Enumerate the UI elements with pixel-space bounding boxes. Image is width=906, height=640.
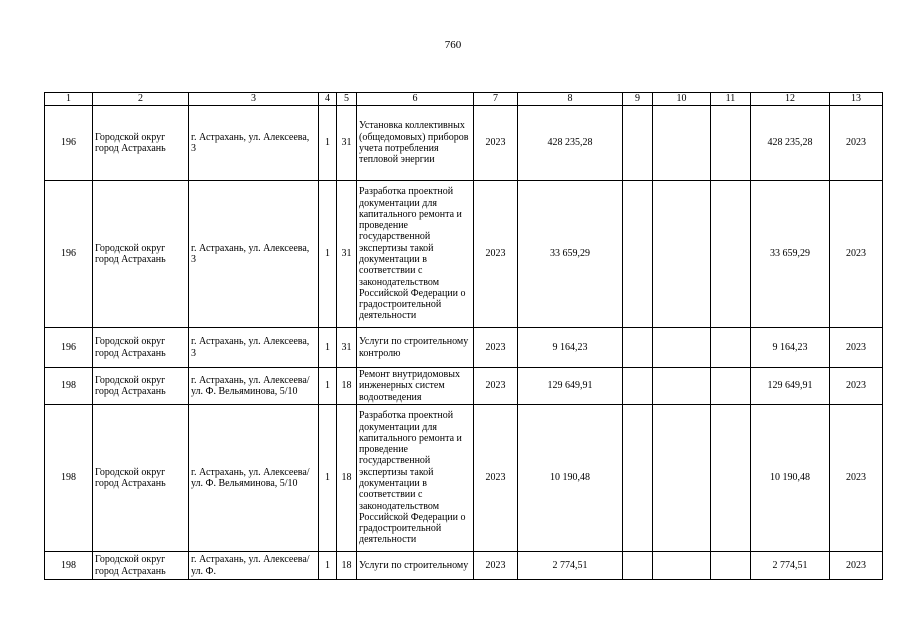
col5-cell: 18 (337, 368, 357, 405)
header-cell: 4 (319, 93, 337, 106)
work-type-cell: Разработка проектной документации для капитального ремонта и проведение государственной экспертизы такой документации в соответствии с законодательством Российской Федерации о градостроительной деятельности (357, 181, 474, 328)
year-cell: 2023 (474, 181, 518, 328)
header-cell: 2 (93, 93, 189, 106)
fund-cost-cell: 33 659,29 (751, 181, 830, 328)
completion-year-cell: 2023 (830, 405, 883, 552)
municipality-cell: Городской округ город Астрахань (93, 405, 189, 552)
header-cell: 13 (830, 93, 883, 106)
fund-cost-cell: 129 649,91 (751, 368, 830, 405)
address-cell: г. Астрахань, ул. Алексеева, 3 (189, 106, 319, 181)
header-cell: 7 (474, 93, 518, 106)
address-cell: г. Астрахань, ул. Алексеева/ ул. Ф. Вельяминова, 5/10 (189, 405, 319, 552)
col4-cell: 1 (319, 106, 337, 181)
municipality-cell: Городской округ город Астрахань (93, 368, 189, 405)
header-cell: 8 (518, 93, 623, 106)
row-number: 198 (45, 405, 93, 552)
fund-cost-cell: 10 190,48 (751, 405, 830, 552)
address-cell: г. Астрахань, ул. Алексеева, 3 (189, 181, 319, 328)
col11-cell (711, 552, 751, 580)
header-cell: 1 (45, 93, 93, 106)
col11-cell (711, 328, 751, 368)
row-number: 196 (45, 328, 93, 368)
col4-cell: 1 (319, 405, 337, 552)
col9-cell (623, 552, 653, 580)
col5-cell: 31 (337, 106, 357, 181)
header-cell: 11 (711, 93, 751, 106)
address-cell: г. Астрахань, ул. Алексеева/ ул. Ф. (189, 552, 319, 580)
work-type-cell: Разработка проектной документации для капитального ремонта и проведение государственной экспертизы такой документации в соответствии с законодательством Российской Федерации о градостроительной деятельности (357, 405, 474, 552)
col11-cell (711, 368, 751, 405)
repair-program-table (44, 92, 883, 580)
total-cost-cell: 2 774,51 (518, 552, 623, 580)
header-cell: 12 (751, 93, 830, 106)
table-row (45, 405, 883, 552)
work-type-cell: Услуги по строительному (357, 552, 474, 580)
col9-cell (623, 181, 653, 328)
row-number: 198 (45, 552, 93, 580)
row-number: 198 (45, 368, 93, 405)
row-number: 196 (45, 181, 93, 328)
col5-cell: 18 (337, 405, 357, 552)
year-cell: 2023 (474, 552, 518, 580)
table-row (45, 552, 883, 580)
completion-year-cell: 2023 (830, 368, 883, 405)
fund-cost-cell: 2 774,51 (751, 552, 830, 580)
total-cost-cell: 428 235,28 (518, 106, 623, 181)
col10-cell (653, 181, 711, 328)
col10-cell (653, 552, 711, 580)
year-cell: 2023 (474, 328, 518, 368)
col4-cell: 1 (319, 328, 337, 368)
row-number: 196 (45, 106, 93, 181)
address-cell: г. Астрахань, ул. Алексеева, 3 (189, 328, 319, 368)
col4-cell: 1 (319, 181, 337, 328)
col10-cell (653, 106, 711, 181)
col11-cell (711, 181, 751, 328)
completion-year-cell: 2023 (830, 181, 883, 328)
col4-cell: 1 (319, 552, 337, 580)
col5-cell: 18 (337, 552, 357, 580)
completion-year-cell: 2023 (830, 106, 883, 181)
fund-cost-cell: 428 235,28 (751, 106, 830, 181)
municipality-cell: Городской округ город Астрахань (93, 552, 189, 580)
address-cell: г. Астрахань, ул. Алексеева/ ул. Ф. Вельяминова, 5/10 (189, 368, 319, 405)
col10-cell (653, 405, 711, 552)
municipality-cell: Городской округ город Астрахань (93, 181, 189, 328)
work-type-cell: Установка коллективных (общедомовых) приборов учета потребления тепловой энергии (357, 106, 474, 181)
table-row (45, 181, 883, 328)
col9-cell (623, 328, 653, 368)
total-cost-cell: 129 649,91 (518, 368, 623, 405)
year-cell: 2023 (474, 368, 518, 405)
header-cell: 6 (357, 93, 474, 106)
work-type-cell: Услуги по строительному контролю (357, 328, 474, 368)
column-number-row (45, 93, 883, 106)
table-row (45, 368, 883, 405)
col9-cell (623, 405, 653, 552)
completion-year-cell: 2023 (830, 552, 883, 580)
total-cost-cell: 10 190,48 (518, 405, 623, 552)
col9-cell (623, 368, 653, 405)
year-cell: 2023 (474, 106, 518, 181)
year-cell: 2023 (474, 405, 518, 552)
col9-cell (623, 106, 653, 181)
col4-cell: 1 (319, 368, 337, 405)
municipality-cell: Городской округ город Астрахань (93, 106, 189, 181)
header-cell: 3 (189, 93, 319, 106)
header-cell: 5 (337, 93, 357, 106)
header-cell: 10 (653, 93, 711, 106)
fund-cost-cell: 9 164,23 (751, 328, 830, 368)
completion-year-cell: 2023 (830, 328, 883, 368)
page-number: 760 (444, 39, 462, 51)
col11-cell (711, 106, 751, 181)
total-cost-cell: 9 164,23 (518, 328, 623, 368)
total-cost-cell: 33 659,29 (518, 181, 623, 328)
work-type-cell: Ремонт внутридомовых инженерных систем водоотведения (357, 368, 474, 405)
table-row (45, 106, 883, 181)
col5-cell: 31 (337, 328, 357, 368)
header-cell: 9 (623, 93, 653, 106)
table-row (45, 328, 883, 368)
col11-cell (711, 405, 751, 552)
col10-cell (653, 368, 711, 405)
municipality-cell: Городской округ город Астрахань (93, 328, 189, 368)
col10-cell (653, 328, 711, 368)
col5-cell: 31 (337, 181, 357, 328)
